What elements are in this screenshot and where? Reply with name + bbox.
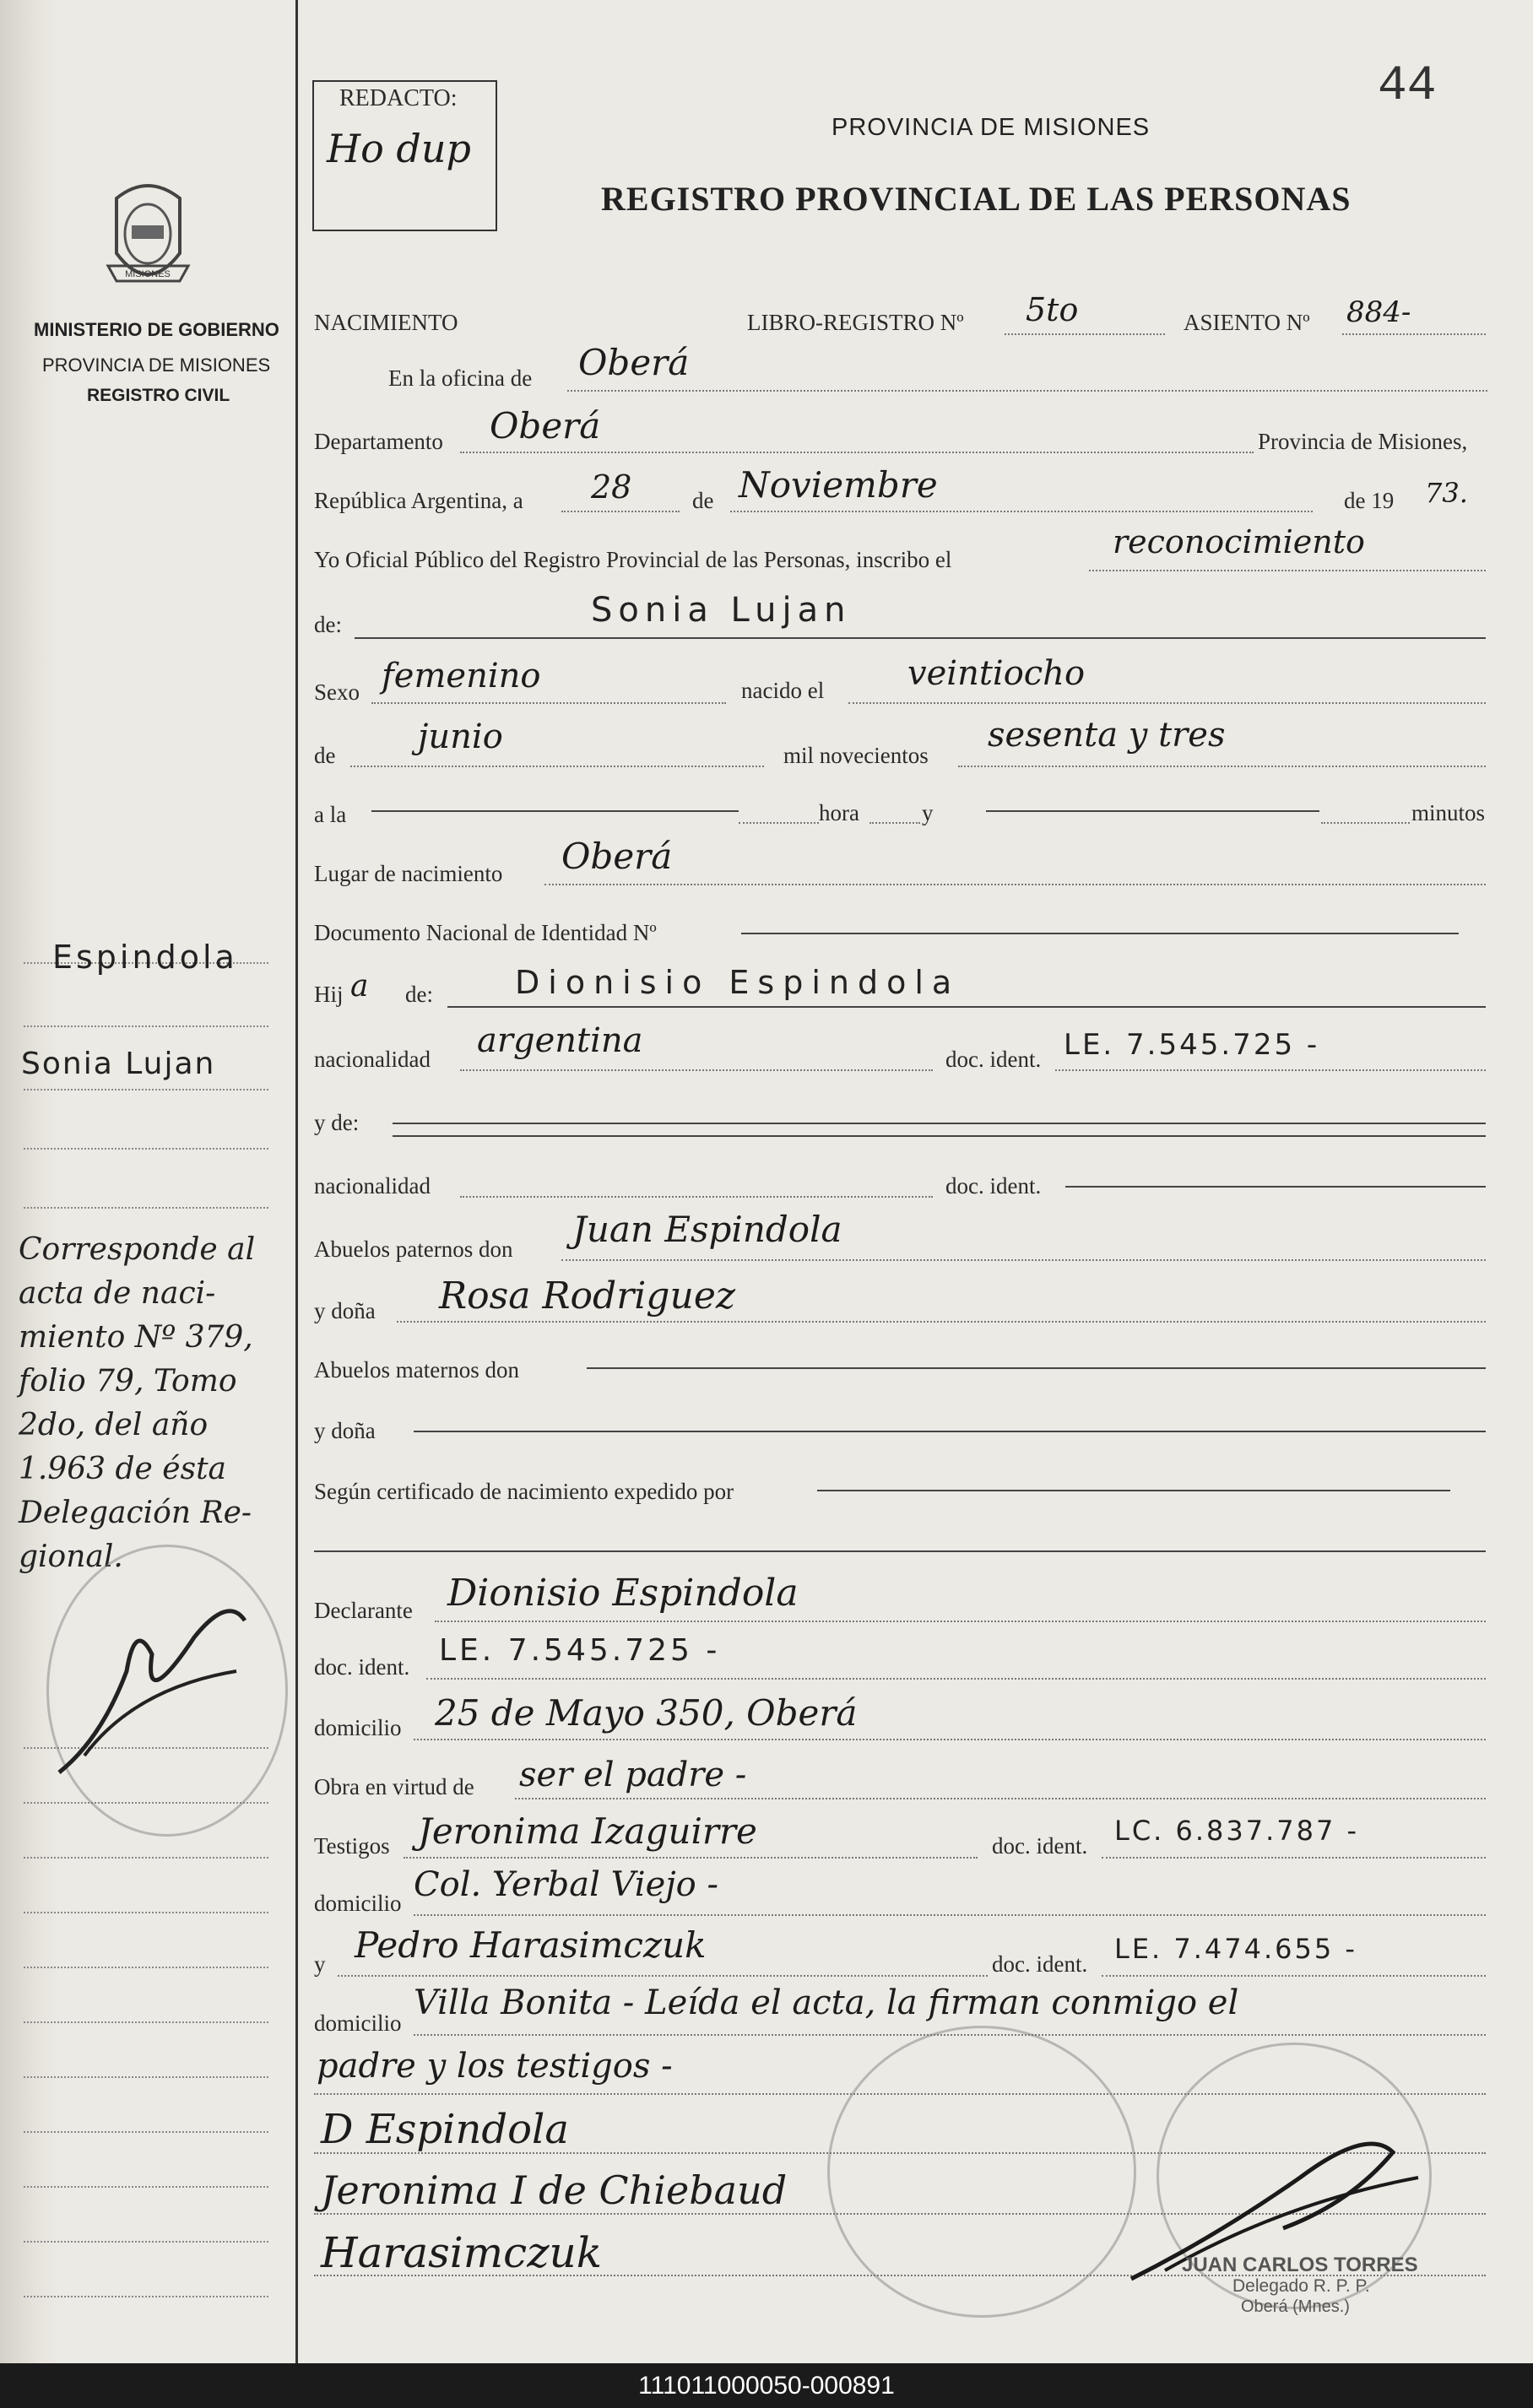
margin-note-line: miento Nº 379,: [19, 1320, 253, 1355]
mes-nac-value: junio: [418, 717, 503, 756]
svg-text:MISIONES: MISIONES: [125, 269, 171, 279]
doc-decl-field: [426, 1678, 1486, 1680]
libro-value: 5to: [1026, 291, 1079, 328]
nombre-line: [355, 637, 1486, 639]
margin-line: [24, 2131, 268, 2133]
padre-doc-field: [1055, 1069, 1486, 1071]
domicilio-value: 25 de Mayo 350, Oberá: [435, 1692, 858, 1734]
nacionalidad-field: [460, 1069, 933, 1071]
margin-note-line: Corresponde al: [19, 1232, 256, 1267]
sexo-label: Sexo: [314, 679, 360, 705]
testigo1-field: [404, 1857, 978, 1859]
mes-nac-field: [350, 766, 764, 767]
hij-suffix: a: [350, 969, 369, 1004]
hij-label: Hij: [314, 982, 344, 1007]
acto-value: reconocimiento: [1113, 523, 1365, 560]
margin-line: [24, 2021, 268, 2023]
doc-t2-field: [1102, 1975, 1486, 1977]
padre-doc-value: LE. 7.545.725 -: [1064, 1028, 1320, 1062]
margin-note-line: 2do, del año: [19, 1408, 209, 1442]
dni-label: Documento Nacional de Identidad Nº: [314, 920, 657, 945]
minutos-line: [986, 810, 1319, 812]
abuelos-pat-label: Abuelos paternos don: [314, 1236, 513, 1262]
padre-line: [447, 1006, 1486, 1008]
asiento-field: [1342, 333, 1486, 335]
firma-testigo1: Jeronima I de Chiebaud: [321, 2167, 788, 2213]
stamp-line2: Delegado R. P. P.: [1232, 2276, 1370, 2296]
de-label: de: [692, 488, 714, 513]
yo-oficial-label: Yo Oficial Público del Registro Provincial de las Personas, inscribo el: [314, 547, 952, 572]
margin-note-line: Delegación Re-: [19, 1496, 252, 1530]
declarante-label: Declarante: [314, 1598, 413, 1623]
testigos-label: Testigos: [314, 1833, 390, 1859]
margin-note-line: gional.: [19, 1539, 123, 1574]
domicilio-field: [414, 1739, 1486, 1740]
margin-line: [24, 2296, 268, 2297]
anio-value: 73.: [1425, 477, 1468, 509]
document-code: 111011000050-000891: [0, 2363, 1533, 2408]
hora-line: [371, 810, 739, 812]
minutos-label: minutos: [1411, 800, 1486, 825]
abuelo-mat-line: [587, 1367, 1486, 1369]
margin-surname: Espindola: [52, 939, 238, 976]
abuela-pat-field: [397, 1321, 1486, 1323]
y2-label: y: [314, 1951, 326, 1977]
province-heading: PROVINCIA DE MISIONES: [832, 114, 1151, 141]
acto-field: [1089, 570, 1486, 571]
lugar-value: Oberá: [561, 836, 673, 877]
sexo-value: femenino: [382, 657, 541, 695]
asiento-value: 884-: [1346, 295, 1411, 329]
madre-doc-line: [1065, 1186, 1486, 1188]
margin-note-line: 1.963 de ésta: [19, 1452, 227, 1486]
doc-t1-label: doc. ident.: [992, 1833, 1088, 1859]
ministry-line2: PROVINCIA DE MISIONES: [42, 354, 271, 376]
oficina-value: Oberá: [578, 342, 690, 383]
margin-rule: [295, 0, 298, 2363]
padre-value: Dionisio Espindola: [515, 964, 961, 1001]
margin-line: [24, 1857, 268, 1859]
obra-label: Obra en virtud de: [314, 1774, 474, 1799]
doc-decl-value: LE. 7.545.725 -: [439, 1633, 721, 1668]
declarante-field: [435, 1621, 1486, 1622]
doc-t2-label: doc. ident.: [992, 1951, 1088, 1977]
redacto-label: REDACTO:: [339, 85, 458, 111]
mes-field: [730, 511, 1313, 512]
yde-label: y de:: [314, 1110, 360, 1135]
margin-line: [24, 1912, 268, 1913]
ydona-label: y doña: [314, 1298, 376, 1323]
departamento-value: Oberá: [490, 405, 601, 446]
declarante-value: Dionisio Espindola: [447, 1572, 799, 1615]
lugar-label: Lugar de nacimiento: [314, 861, 503, 886]
stamp-line3: Oberá (Mnes.): [1241, 2297, 1350, 2316]
ministry-line1: MINISTERIO DE GOBIERNO: [34, 319, 279, 340]
coat-of-arms-emblem: [100, 173, 197, 300]
departamento-field: [460, 452, 1254, 453]
lugar-field: [544, 884, 1486, 885]
firma-testigo2: Harasimczuk: [321, 2228, 603, 2277]
testigo1-value: Jeronima Izaguirre: [418, 1810, 757, 1852]
firma-declarante: D Espindola: [321, 2106, 569, 2153]
madre-line: [393, 1123, 1486, 1124]
domicilio2-value: Col. Yerbal Viejo -: [414, 1865, 718, 1904]
margin-line: [24, 2076, 268, 2078]
abuelos-mat-label: Abuelos maternos don: [314, 1357, 519, 1383]
doc-t1-field: [1102, 1857, 1486, 1859]
sexo-field: [371, 702, 726, 704]
dia-value: 28: [591, 468, 632, 506]
margin-line: [24, 1207, 268, 1209]
minutos-dots: [1321, 822, 1410, 824]
margin-line: [24, 1089, 268, 1090]
nacido-label: nacido el: [741, 678, 825, 703]
segun-line: [817, 1490, 1450, 1491]
de-colon-label: de:: [314, 612, 342, 637]
docident2-label: doc. ident.: [945, 1173, 1042, 1199]
testigo2-value: Pedro Harasimczuk: [355, 1924, 707, 1966]
segun-line-2: [314, 1550, 1486, 1552]
nacido-value: veintiocho: [907, 654, 1086, 693]
nacionalidad-value: argentina: [477, 1021, 643, 1060]
official-stamp-center: [827, 2026, 1136, 2318]
nacionalidad2-label: nacionalidad: [314, 1173, 431, 1199]
nombre-value: Sonia Lujan: [591, 591, 852, 630]
de2-label: de: [314, 743, 336, 768]
asiento-label: ASIENTO Nº: [1184, 310, 1310, 335]
margin-line: [24, 1967, 268, 1968]
doc-decl-label: doc. ident.: [314, 1654, 410, 1680]
abuelo-pat-value: Juan Espindola: [572, 1209, 842, 1250]
libro-field: [1005, 333, 1165, 335]
margin-note: [19, 1228, 289, 1579]
hora-label: hora: [819, 800, 859, 825]
margin-line: [24, 2241, 268, 2243]
testigo2-field: [338, 1975, 988, 1977]
domicilio3-value: Villa Bonita - Leída el acta, la firman conmigo el: [414, 1983, 1239, 2022]
mes-value: Noviembre: [739, 464, 938, 506]
registry-heading: REGISTRO PROVINCIAL DE LAS PERSONAS: [601, 180, 1352, 218]
margin-line: [24, 2186, 268, 2188]
nacionalidad-label: nacionalidad: [314, 1047, 431, 1072]
dni-line: [741, 933, 1459, 934]
obra-field: [515, 1798, 1486, 1799]
ala-label: a la: [314, 802, 347, 827]
republica-label: República Argentina, a: [314, 488, 523, 513]
margin-signature: [51, 1587, 270, 1789]
anio-nac-value: sesenta y tres: [988, 716, 1226, 755]
y-label: y: [922, 800, 934, 825]
doc-t1-value: LC. 6.837.787 -: [1114, 1815, 1360, 1847]
margin-line: [24, 1148, 268, 1150]
margin-note-line: acta de naci-: [19, 1276, 216, 1311]
obra-value: ser el padre -: [519, 1756, 747, 1794]
segun-label: Según certificado de nacimiento expedido por: [314, 1479, 734, 1504]
y-dots: [869, 822, 920, 824]
ministry-line3: REGISTRO CIVIL: [87, 386, 230, 405]
domicilio3-label: domicilio: [314, 2010, 402, 2036]
anio-nac-field: [958, 766, 1486, 767]
margin-name: Sonia Lujan: [21, 1047, 216, 1081]
nacimiento-label: NACIMIENTO: [314, 310, 458, 335]
departamento-label: Departamento: [314, 429, 443, 454]
nacido-field: [848, 702, 1486, 704]
abuelo-pat-field: [561, 1259, 1486, 1261]
libro-label: LIBRO-REGISTRO Nº: [747, 310, 964, 335]
nacionalidad2-field: [460, 1196, 933, 1198]
page-number: 44: [1378, 59, 1437, 114]
madre-line-2: [393, 1135, 1486, 1137]
hora-dots: [739, 822, 819, 824]
provincia-label: Provincia de Misiones,: [1258, 429, 1468, 454]
docident-label: doc. ident.: [945, 1047, 1042, 1072]
stamp-line1: JUAN CARLOS TORRES: [1182, 2254, 1418, 2276]
abuela-pat-value: Rosa Rodriguez: [439, 1274, 736, 1318]
redacto-box: [312, 80, 497, 231]
mil-label: mil novecientos: [783, 743, 929, 768]
domicilio-label: domicilio: [314, 1715, 402, 1740]
domicilio2-label: domicilio: [314, 1891, 402, 1916]
ydona2-label: y doña: [314, 1418, 376, 1443]
oficina-field: [567, 390, 1487, 392]
anio-label: de 19: [1344, 488, 1395, 513]
margin-line: [24, 1025, 268, 1027]
cierre-value: padre y los testigos -: [317, 2047, 673, 2086]
oficina-label: En la oficina de: [388, 365, 533, 391]
margin-note-line: folio 79, Tomo: [19, 1364, 237, 1399]
dia-field: [561, 511, 680, 512]
abuela-mat-line: [414, 1431, 1486, 1432]
hij-de-label: de:: [405, 982, 433, 1007]
doc-t2-value: LE. 7.474.655 -: [1114, 1933, 1357, 1965]
domicilio2-field: [414, 1914, 1486, 1916]
redacto-value: Ho dup: [327, 126, 471, 171]
